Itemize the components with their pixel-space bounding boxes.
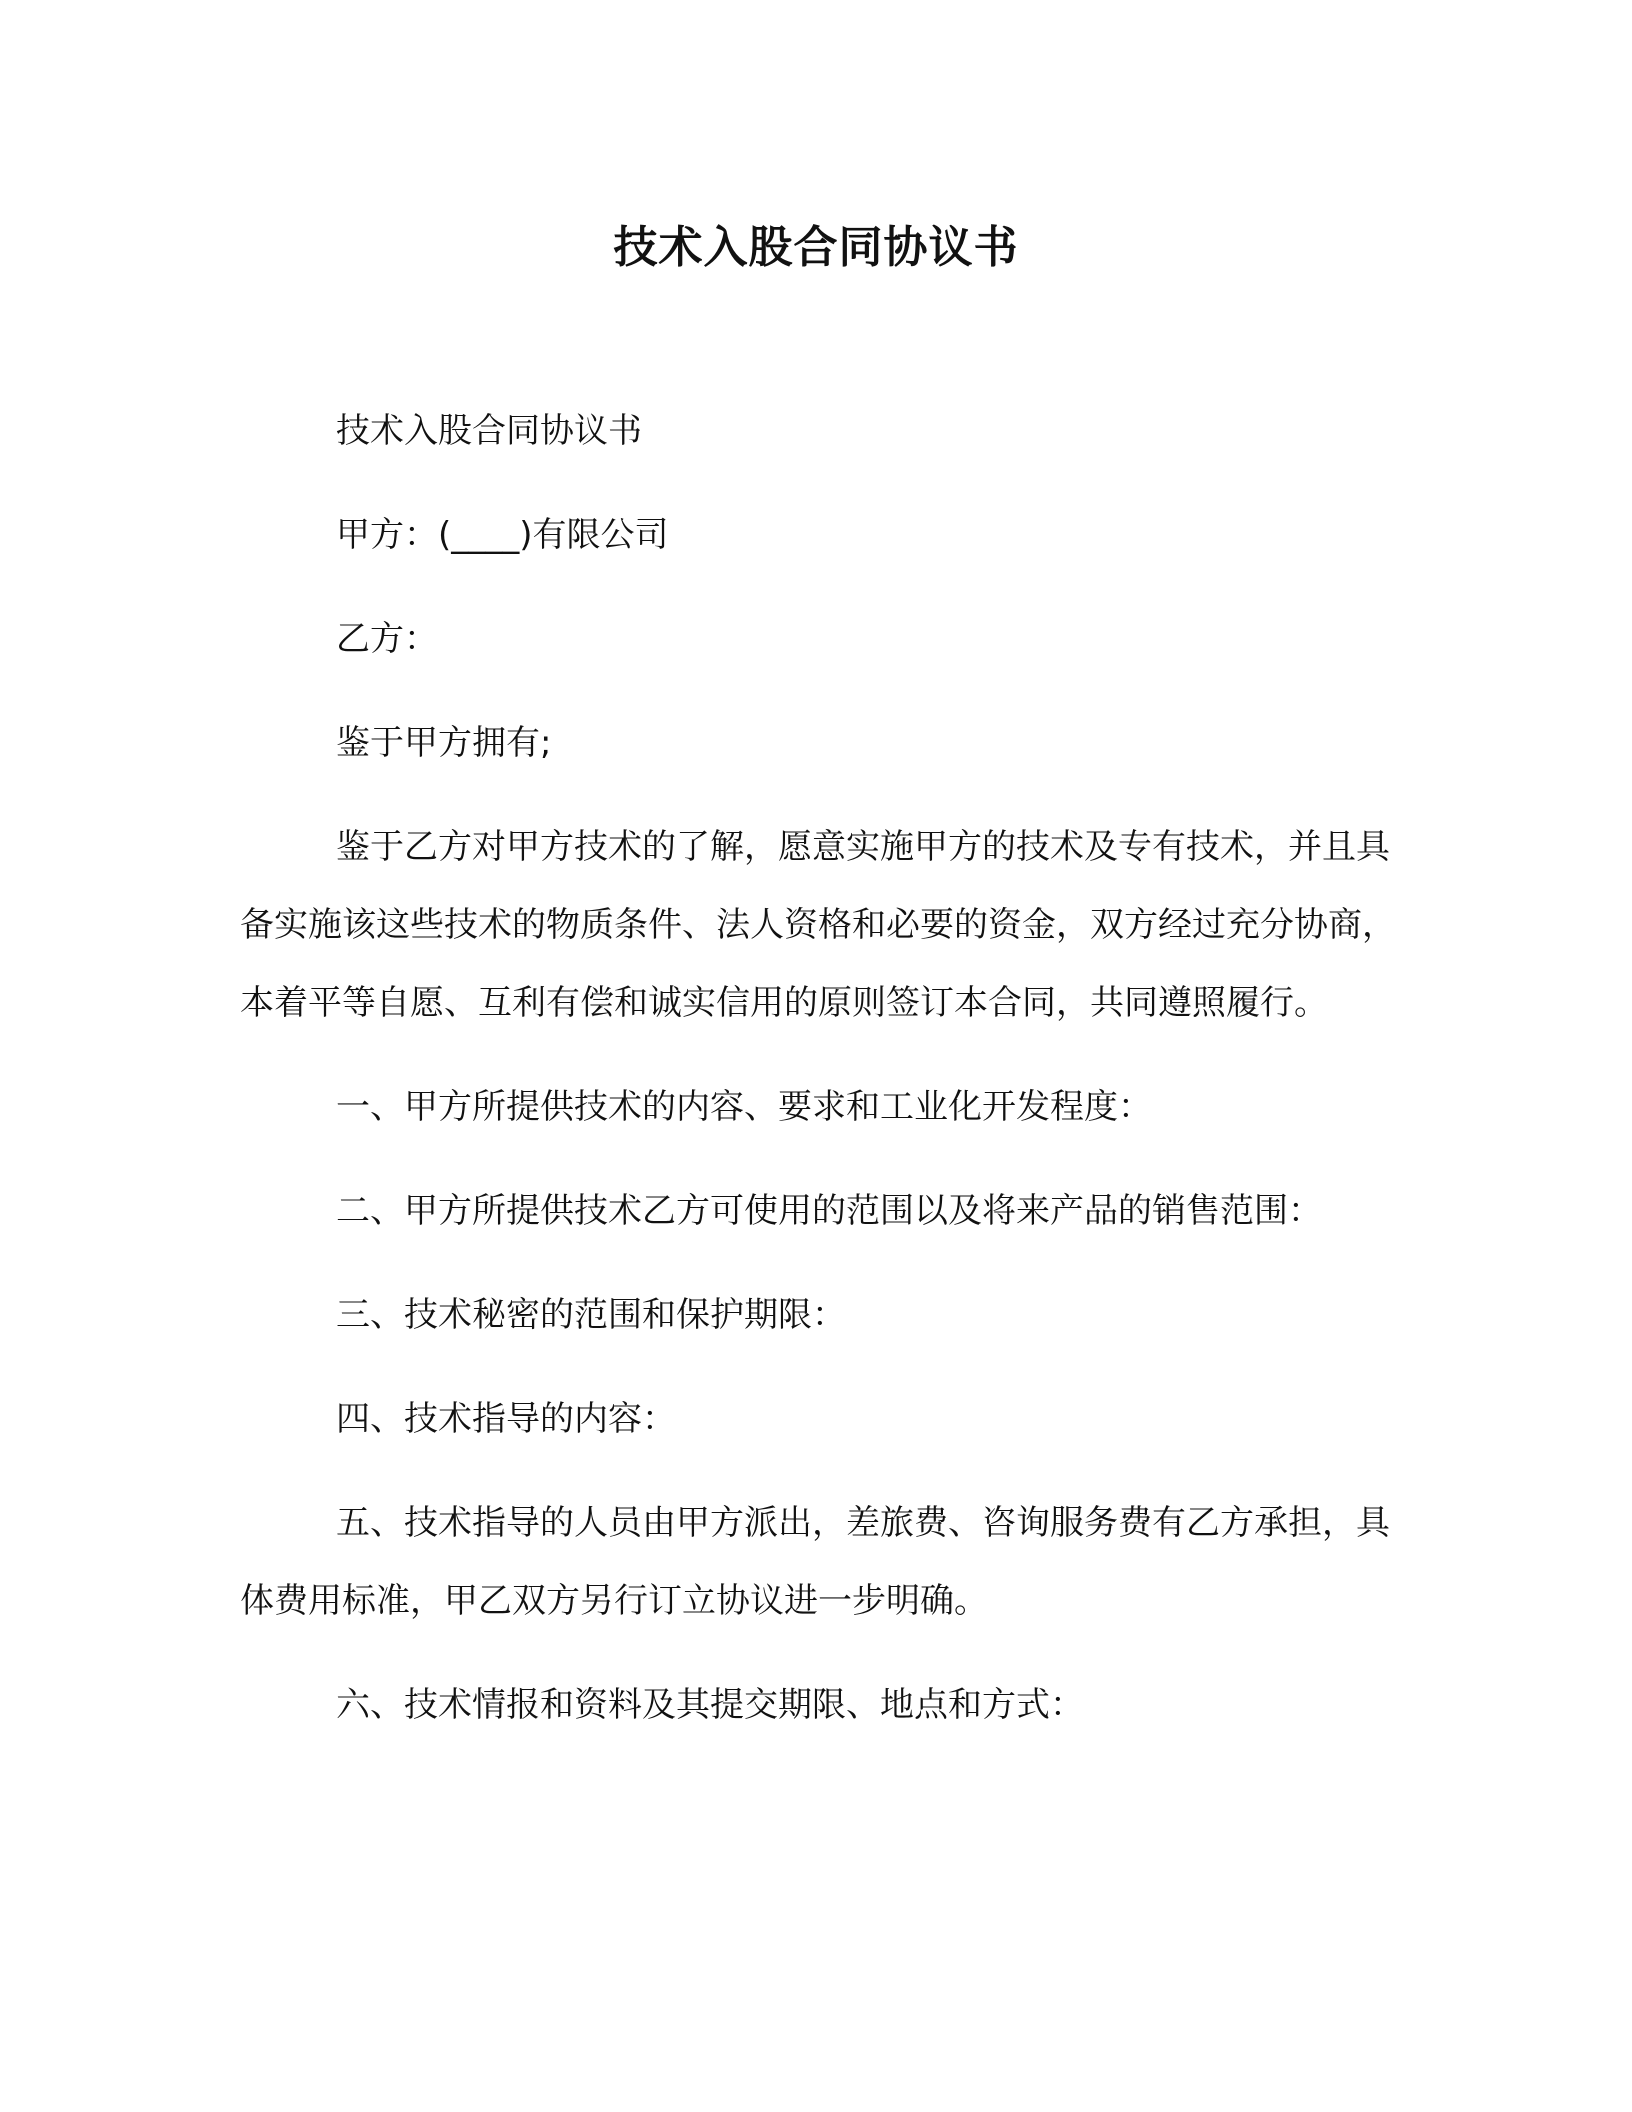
clause-2: 二、甲方所提供技术乙方可使用的范围以及将来产品的销售范围： <box>336 1191 1322 1231</box>
clause-3: 三、技术秘密的范围和保护期限： <box>336 1295 846 1335</box>
document-title: 技术入股合同协议书 <box>613 222 1019 273</box>
clause-1: 一、甲方所提供技术的内容、要求和工业化开发程度： <box>336 1087 1152 1127</box>
clause-5: 五、技术指导的人员由甲方派出，差旅费、咨询服务费有乙方承担，具体费用标准，甲乙双方另行订立协议进一步明确。 <box>240 1503 1390 1621</box>
clause-6: 六、技术情报和资料及其提交期限、地点和方式： <box>336 1685 1084 1725</box>
paragraph-party-a: 甲方：(____)有限公司 <box>336 515 669 555</box>
paragraph-whereas-b: 鉴于乙方对甲方技术的了解，愿意实施甲方的技术及专有技术，并且具备实施该这些技术的物质条件、法人资格和必要的资金，双方经过充分协商，本着平等自愿、互利有偿和诚实信用的原则签订本合同，共同遵照履行。 <box>240 827 1396 1023</box>
paragraph-whereas-a: 鉴于甲方拥有; <box>336 723 552 763</box>
document-body <box>240 392 1400 1770</box>
clause-4: 四、技术指导的内容： <box>336 1399 676 1439</box>
paragraph-heading: 技术入股合同协议书 <box>336 411 642 451</box>
paragraph-party-b: 乙方： <box>336 619 438 659</box>
